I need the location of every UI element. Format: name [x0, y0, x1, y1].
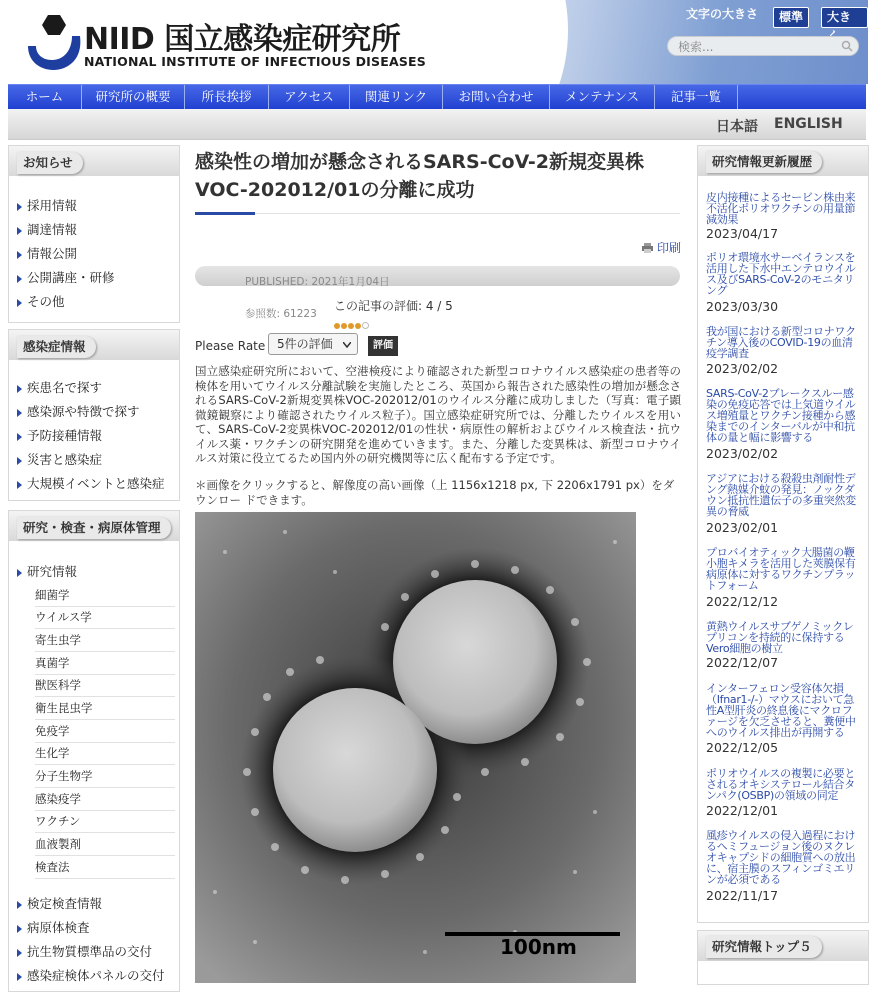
star-empty-icon: [362, 322, 369, 329]
news-link[interactable]: ポリオ環境水サーベイランスを活用した下水中エンテロウイルス及びSARS-CoV-2のモニタリング: [706, 251, 856, 297]
sidebar-top5: [697, 930, 869, 985]
sidebar-item-events[interactable]: 大規模イベントと感染症: [17, 474, 165, 492]
arrow-right-icon: [17, 251, 22, 259]
font-size-label: 文字の大きさ: [686, 7, 759, 21]
news-date: 2022/12/12: [706, 594, 779, 609]
site-logo-subtitle: NATIONAL INSTITUTE OF INFECTIOUS DISEASES: [84, 54, 426, 69]
sidebar-item-procurement[interactable]: 調達情報: [17, 220, 77, 238]
arrow-right-icon: [17, 925, 22, 933]
please-rate-label: Please Rate: [195, 339, 266, 353]
sidebar-disease: [8, 329, 180, 501]
arrow-right-icon: [17, 299, 22, 307]
niid-logo-icon[interactable]: [22, 12, 84, 74]
news-date: 2022/12/05: [706, 740, 779, 755]
news-date: 2023/02/02: [706, 361, 779, 376]
lang-english[interactable]: ENGLISH: [774, 116, 843, 132]
sidebar-disease-title: 感染症情報: [17, 336, 96, 358]
arrow-right-icon: [17, 227, 22, 235]
sidebar-item-vaccination[interactable]: 予防接種情報: [17, 426, 102, 444]
search-icon[interactable]: [841, 40, 853, 52]
title-underline: [195, 212, 255, 215]
micrograph-drawing: [195, 512, 636, 983]
news-link[interactable]: 皮内接種によるセービン株由来不活化ポリオワクチンの用量節減効果: [706, 191, 856, 226]
sidebar-subitem-vaccine[interactable]: ワクチン: [35, 811, 175, 833]
virus-micrograph-image[interactable]: [195, 512, 636, 983]
news-date: 2022/11/17: [706, 888, 779, 903]
nav-contact[interactable]: お問い合わせ: [443, 85, 550, 110]
star-icon: [355, 323, 361, 329]
published-date: PUBLISHED: 2021年1月04日: [245, 276, 390, 288]
sidebar-item-research-info[interactable]: 研究情報: [17, 562, 77, 580]
sidebar-subitem-entomology[interactable]: 衛生昆虫学: [35, 698, 175, 720]
font-size-large-button[interactable]: 大き: [821, 7, 868, 28]
arrow-right-icon: [17, 385, 22, 393]
rating-stars: [334, 318, 370, 332]
search-input[interactable]: 検索...: [667, 36, 859, 56]
sidebar-item-disease-name[interactable]: 疾患名で探す: [17, 378, 102, 396]
nav-about[interactable]: 研究所の概要: [82, 85, 185, 110]
sidebar-research: [8, 510, 180, 992]
article-body: 国立感染症研究所において、空港検疫により確認された新型コロナウイルス感染症の患者等の検体を用いてウイルス分離試験を実施したところ、英国から報告された感染性の増加が懸念されるSARS-CoV-2新規変異株VOC-202012/01のウイルス分離に成功しました（写真：電子顕微鏡観察により確認されたウイルス粒子）。国立感染症研究所では、分離したウイルスを用いて、SARS-CoV-2変異株VOC-202012/01の性状・病原性の解析およびウイルス検査法・抗ウイルス薬・ワクチンの研究開発を進めていきます。また、分離した変異株は、新型コロナウイルス対策に役立てるため国内外の研究機関等に広く配布する予定です。: [195, 364, 681, 465]
news-date: 2022/12/01: [706, 803, 779, 818]
sidebar-item-disclosure[interactable]: 情報公開: [17, 244, 77, 262]
printer-icon: [642, 243, 653, 253]
sidebar-item-recruit[interactable]: 採用情報: [17, 196, 77, 214]
sidebar-subitem-blood-products[interactable]: 血液製剤: [35, 834, 175, 856]
star-icon: [334, 323, 340, 329]
news-date: 2023/03/30: [706, 299, 779, 314]
news-date: 2023/02/02: [706, 446, 779, 461]
arrow-right-icon: [17, 481, 22, 489]
sidebar-item-disaster[interactable]: 災害と感染症: [17, 450, 102, 468]
print-link[interactable]: 印刷: [642, 239, 681, 256]
arrow-right-icon: [17, 973, 22, 981]
article-title: 感染性の増加が懸念されるSARS-CoV-2新規変異株VOC-202012/01の分離に成功: [195, 151, 645, 201]
arrow-right-icon: [17, 457, 22, 465]
arrow-right-icon: [17, 433, 22, 441]
news-link[interactable]: アジアにおける殺殺虫剤耐性デング熱媒介蚊の発見：ノックダウン抵抗性遺伝子の多重突然変異の脅威: [706, 472, 856, 518]
sidebar-item-pathogen-test[interactable]: 病原体検査: [17, 918, 90, 936]
sidebar-subitem-virology[interactable]: ウイルス学: [35, 607, 175, 629]
rating-select[interactable]: 5件の評価: [268, 333, 358, 355]
site-logo-title[interactable]: NIID 国立感染症研究所: [84, 22, 401, 57]
arrow-right-icon: [17, 901, 22, 909]
sidebar-subitem-molecular-biology[interactable]: 分子生物学: [35, 766, 175, 788]
sidebar-item-lectures[interactable]: 公開講座・研修: [17, 268, 115, 286]
nav-access[interactable]: アクセス: [269, 85, 350, 110]
main-nav: [8, 84, 866, 110]
nav-article-list[interactable]: 記事一覧: [655, 85, 738, 110]
sidebar-subitem-parasitology[interactable]: 寄生虫学: [35, 630, 175, 652]
title-divider: [255, 213, 680, 214]
image-note: ＊画像をクリックすると、解像度の高い画像（上 1156x1218 px, 下 2206x1791 px）をダウンロー ドできます。: [195, 478, 675, 507]
sidebar-item-certification[interactable]: 検定検査情報: [17, 894, 102, 912]
sidebar-item-antibiotic-standard[interactable]: 抗生物質標準品の交付: [17, 942, 152, 960]
sidebar-subitem-mycology[interactable]: 真菌学: [35, 653, 175, 675]
sidebar-subitem-immunology[interactable]: 免疫学: [35, 721, 175, 743]
sidebar-notice: [8, 145, 180, 323]
star-icon: [341, 323, 347, 329]
sidebar-subitem-epidemiology[interactable]: 感染疫学: [35, 789, 175, 811]
chevron-down-icon: [343, 342, 351, 348]
news-date: 2023/02/01: [706, 520, 779, 535]
sidebar-subitem-biochemistry[interactable]: 生化学: [35, 743, 175, 765]
news-date: 2023/04/17: [706, 226, 779, 241]
lang-japanese[interactable]: 日本語: [716, 119, 758, 135]
news-date: 2022/12/07: [706, 655, 779, 670]
language-bar: [8, 109, 866, 140]
sidebar-subitem-test-methods[interactable]: 検査法: [35, 857, 175, 879]
site-header: [8, 0, 868, 84]
updates-title: 研究情報更新履歴: [706, 151, 822, 173]
arrow-right-icon: [17, 275, 22, 283]
article-rating: この記事の評価: 4 / 5: [334, 299, 453, 313]
top5-title: 研究情報トップ５: [706, 936, 822, 958]
news-link[interactable]: プロバイオティック大腸菌の鞭小胞キメラを活用した莢膜保有病原体に対するワクチンプラットフォーム: [706, 546, 856, 592]
sidebar-subitem-veterinary[interactable]: 獣医科学: [35, 675, 175, 697]
rate-button[interactable]: 評価: [368, 336, 398, 356]
sidebar-notice-title: お知らせ: [17, 152, 83, 174]
arrow-right-icon: [17, 203, 22, 211]
nav-home[interactable]: ホーム: [8, 85, 82, 110]
view-count: 参照数: 61223: [245, 308, 317, 320]
news-link[interactable]: 我が国における新型コロナワクチン導入後のCOVID-19の血清疫学調査: [706, 325, 856, 360]
sidebar-item-sample-panel[interactable]: 感染症検体パネルの交付: [17, 966, 165, 984]
news-link[interactable]: 風疹ウイルスの侵入過程におけるヘミフュージョン後のヌクレオキャプシドの細胞質への放出に、宿主膜のスフィンゴミエリンが必須である: [706, 829, 856, 886]
nav-maintenance[interactable]: メンテナンス: [550, 85, 655, 110]
news-link[interactable]: 黄熱ウイルスサブゲノミックレプリコンを持続的に保持するVero細胞の樹立: [706, 620, 854, 655]
sidebar-item-other[interactable]: その他: [17, 292, 65, 310]
news-link[interactable]: インターフェロン受容体欠損（Ifnar1-/-）マウスにおいて急性A型肝炎の終息後にマクロファージを欠乏させると、糞便中へのウイルス排出が再開する: [706, 682, 856, 739]
arrow-right-icon: [17, 949, 22, 957]
scale-bar-label: 100nm: [500, 935, 577, 959]
arrow-right-icon: [17, 569, 22, 577]
news-link[interactable]: ポリオウイルスの複製に必要とされるオキシステロール結合タンパク(OSBP)の領域の同定: [706, 767, 856, 802]
arrow-right-icon: [17, 409, 22, 417]
news-link[interactable]: SARS-CoV-2ブレークスルー感染の免疫応答では上気道ウイルス増殖量とワクチン接種から感染までのインターバルが中和抗体の量と幅に影響する: [706, 387, 856, 444]
sidebar-subitem-bacteriology[interactable]: 細菌学: [35, 585, 175, 607]
nav-greeting[interactable]: 所長挨拶: [185, 85, 269, 110]
sidebar-item-source[interactable]: 感染源や特徴で探す: [17, 402, 140, 420]
font-size-normal-button[interactable]: 標準: [773, 7, 809, 28]
nav-links[interactable]: 関連リンク: [350, 85, 443, 110]
star-icon: [348, 323, 354, 329]
sidebar-research-title: 研究・検査・病原体管理: [17, 517, 171, 539]
